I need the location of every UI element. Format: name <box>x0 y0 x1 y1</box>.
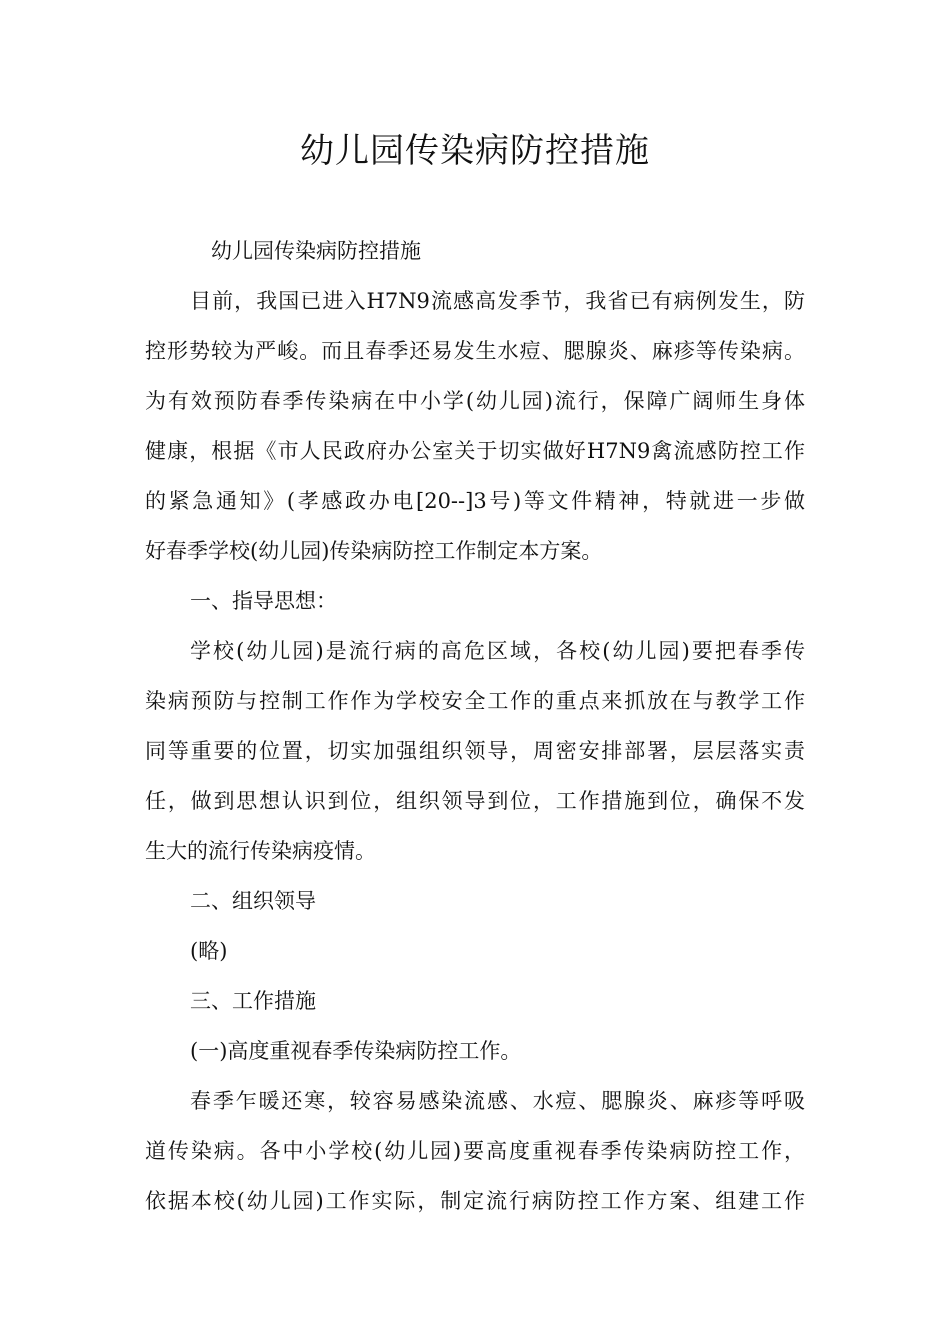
document-body <box>145 226 805 1226</box>
text-line: 控形势较为严峻。而且春季还易发生水痘、腮腺炎、麻疹等传染病。 <box>145 339 805 363</box>
text-line: 目前，我国已进入H7N9流感高发季节，我省已有病例发生，防 <box>190 289 805 313</box>
text-line: 生大的流行传染病疫情。 <box>145 839 376 863</box>
text-line: (略) <box>190 939 228 963</box>
text-line: 同等重要的位置，切实加强组织领导，周密安排部署，层层落实责 <box>145 739 805 763</box>
text-line: 道传染病。各中小学校(幼儿园)要高度重视春季传染病防控工作， <box>145 1139 805 1163</box>
text-line: 的紧急通知》(孝感政办电[20--]3号)等文件精神，特就进一步做 <box>145 489 805 513</box>
text-line: 好春季学校(幼儿园)传染病防控工作制定本方案。 <box>145 539 603 563</box>
text-line: (一)高度重视春季传染病防控工作。 <box>190 1039 522 1063</box>
text-line: 三、工作措施 <box>190 989 316 1013</box>
text-line: 健康，根据《市人民政府办公室关于切实做好H7N9禽流感防控工作 <box>145 439 805 463</box>
document-title: 幼儿园传染病防控措施 <box>300 131 650 171</box>
text-line: 春季乍暖还寒，较容易感染流感、水痘、腮腺炎、麻疹等呼吸 <box>190 1089 805 1113</box>
text-line: 一、指导思想： <box>190 589 337 613</box>
text-line: 幼儿园传染病防控措施 <box>211 239 421 263</box>
text-line: 二、组织领导 <box>190 889 316 913</box>
text-line: 依据本校(幼儿园)工作实际，制定流行病防控工作方案、组建工作 <box>145 1189 805 1213</box>
text-line: 学校(幼儿园)是流行病的高危区域，各校(幼儿园)要把春季传 <box>190 639 805 663</box>
text-line: 任，做到思想认识到位，组织领导到位，工作措施到位，确保不发 <box>145 789 805 813</box>
text-line: 为有效预防春季传染病在中小学(幼儿园)流行，保障广阔师生身体 <box>145 389 805 413</box>
text-line: 染病预防与控制工作作为学校安全工作的重点来抓放在与教学工作 <box>145 689 805 713</box>
